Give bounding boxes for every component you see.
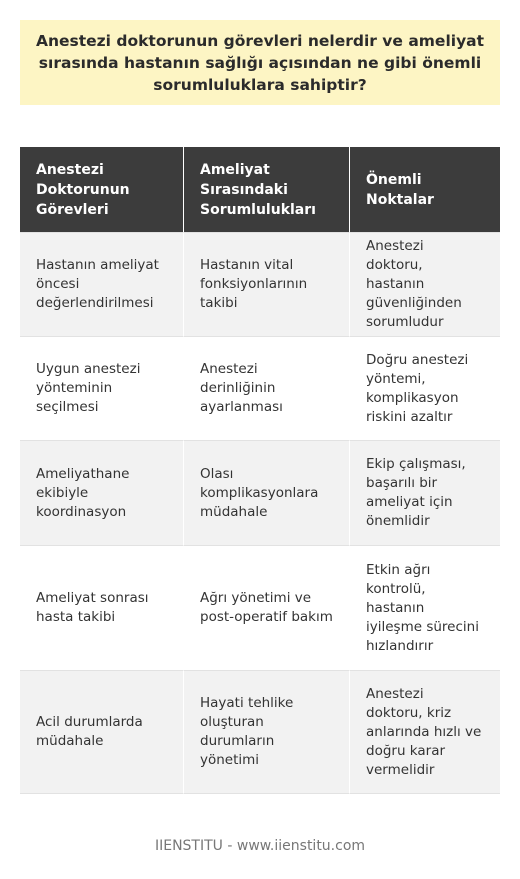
- table-row: [20, 232, 500, 336]
- table-row: [20, 545, 500, 670]
- table-cell: Acil durumlarda müdahale: [20, 670, 183, 794]
- table-cell: Ameliyat sonrası hasta takibi: [20, 545, 183, 670]
- column-header: Ameliyat Sırasındaki Sorumlulukları: [183, 147, 349, 232]
- column-header: Anestezi Doktorunun Görevleri: [20, 147, 183, 232]
- table-cell: Anestezi derinliğinin ayarlanması: [183, 336, 349, 440]
- table-row: [20, 336, 500, 440]
- table-cell: Hastanın vital fonksiyonlarının takibi: [183, 232, 349, 336]
- footer-credit: IIENSTITU - www.iienstitu.com: [154, 838, 366, 854]
- page-title: Anestezi doktorunun görevleri nelerdir ve ameliyat sırasında hastanın sağlığı açısından ne gibi önemli sorumluluklara sahiptir?: [20, 20, 500, 105]
- table-row: [20, 440, 500, 545]
- table-cell: Uygun anestezi yönteminin seçilmesi: [20, 336, 183, 440]
- table-cell: Ekip çalışması, başarılı bir ameliyat için önemlidir: [349, 440, 500, 545]
- table-cell: Anestezi doktoru, hastanın güvenliğinden sorumludur: [349, 232, 500, 336]
- table-cell: Doğru anestezi yöntemi, komplikasyon riskini azaltır: [349, 336, 500, 440]
- table-cell: Etkin ağrı kontrolü, hastanın iyileşme sürecini hızlandırır: [349, 545, 500, 670]
- column-header: Önemli Noktalar: [349, 147, 500, 232]
- table-cell: Olası komplikasyonlara müdahale: [183, 440, 349, 545]
- table-cell: Ameliyathane ekibiyle koordinasyon: [20, 440, 183, 545]
- data-table: [20, 147, 500, 794]
- table-cell: Ağrı yönetimi ve post-operatif bakım: [183, 545, 349, 670]
- table-cell: Hayati tehlike oluşturan durumların yönetimi: [183, 670, 349, 794]
- table-header-row: [20, 147, 500, 232]
- table-row: [20, 670, 500, 794]
- table-cell: Hastanın ameliyat öncesi değerlendirilmesi: [20, 232, 183, 336]
- table-cell: Anestezi doktoru, kriz anlarında hızlı ve doğru karar vermelidir: [349, 670, 500, 794]
